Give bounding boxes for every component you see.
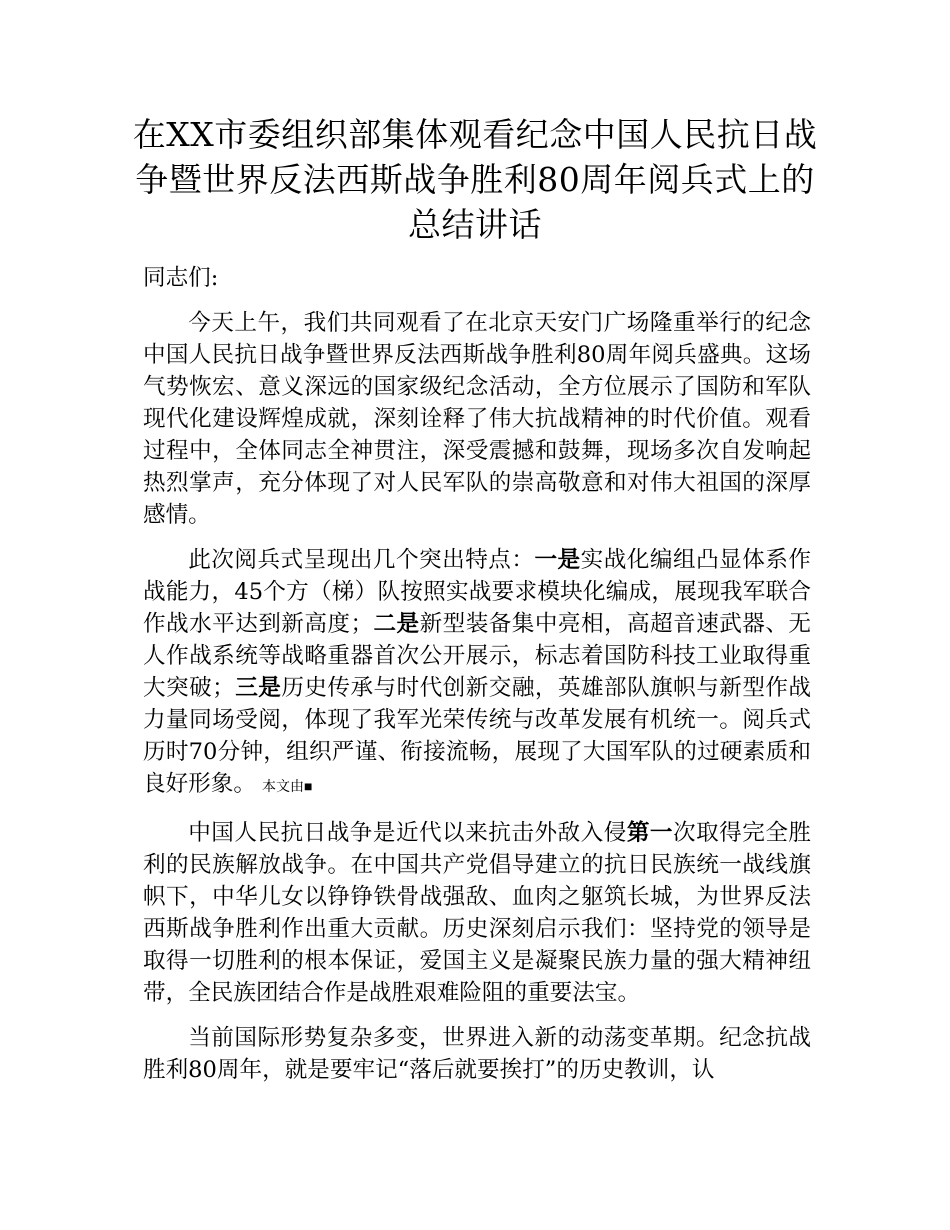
point-2-text: 新型装备集中亮相，高超音速武器、无人作战系统等战略重器首次公开展示，标志着国防科技工业取得重大突破； <box>143 611 812 701</box>
paragraph-4: 当前国际形势复杂多变，世界进入新的动荡变革期。纪念抗战胜利80周年，就是要牢记“落后就要挨打”的历史教训，认 <box>143 1025 811 1083</box>
point-1-text: 实战化编组凸显体系作战能力，45个方（梯）队按照实战要求模块化编成，展现我军联合作战水平达到新高度； <box>143 547 812 637</box>
paragraph-3 <box>143 817 811 1009</box>
paragraph-1: 今天上午，我们共同观看了在北京天安门广场隆重举行的纪念中国人民抗日战争暨世界反法西斯战争胜利80周年阅兵盛典。这场气势恢宏、意义深远的国家级纪念活动，全方位展示了国防和军队现代化建设辉煌成就，深刻诠释了伟大抗战精神的时代价值。观看过程中，全体同志全神贯注，深受震撼和鼓舞，现场多次自发响起热烈掌声，充分体现了对人民军队的崇高敬意和对伟大祖国的深厚感情。 <box>143 310 811 528</box>
paragraph-3-bold: 第一 <box>626 820 673 846</box>
paragraph-2 <box>143 544 811 804</box>
point-3-text: 历史传承与时代创新交融，英雄部队旗帜与新型作战力量同场受阅，体现了我军光荣传统与改革发展有机统一。阅兵式历时70分钟，组织严谨、衔接流畅，展现了大国军队的过硬素质和良好形象。 <box>143 675 812 797</box>
point-1-keyword: 一是 <box>534 547 581 573</box>
source-note: 本文由■ <box>261 780 313 795</box>
point-3-keyword: 三是 <box>234 675 282 701</box>
paragraph-3-pre: 中国人民抗日战争是近代以来抗击外敌入侵 <box>188 820 627 846</box>
greeting: 同志们: <box>143 265 219 291</box>
paragraph-3-post: 次取得完全胜利的民族解放战争。在中国共产党倡导建立的抗日民族统一战线旗帜下，中华儿女以铮铮铁骨战强敌、血肉之躯筑长城，为世界反法西斯战争胜利作出重大贡献。历史深刻启示我们：坚持党的领导是取得一切胜利的根本保证，爱国主义是凝聚民族力量的强大精神纽带，全民族团结合作是战胜艰难险阻的重要法宝。 <box>143 820 812 1006</box>
paragraph-2-lead: 此次阅兵式呈现出几个突出特点： <box>188 547 535 573</box>
document-body <box>143 262 811 1099</box>
document-title: 在XX市委组织部集体观看纪念中国人民抗日战争暨世界反法西斯战争胜利80周年阅兵式上的总结讲话 <box>132 115 818 244</box>
point-2-keyword: 二是 <box>373 611 420 637</box>
